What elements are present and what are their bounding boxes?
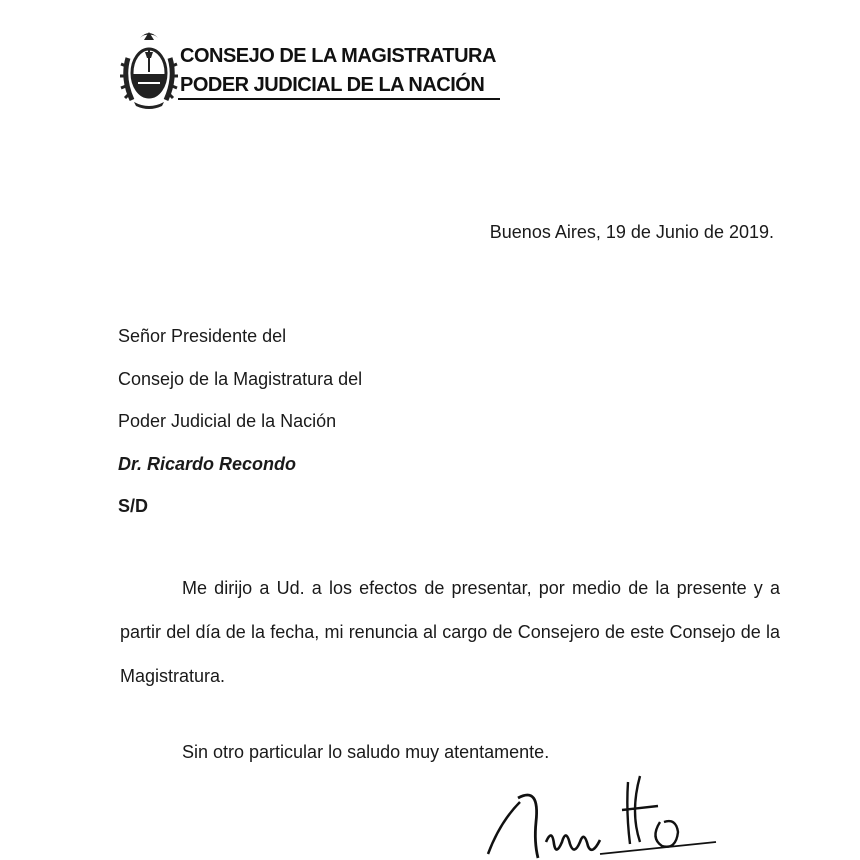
letterhead-rule xyxy=(178,98,500,100)
recipient-block xyxy=(118,315,362,528)
handwritten-signature-icon xyxy=(480,762,720,860)
recipient-name: Dr. Ricardo Recondo xyxy=(118,453,297,474)
recipient-line-title: Señor Presidente del xyxy=(118,326,287,346)
argentina-coat-of-arms-icon xyxy=(118,28,180,112)
recipient-line-judiciary: Poder Judicial de la Nación xyxy=(118,411,337,431)
closing-line: Sin otro particular lo saludo muy atentamente. xyxy=(182,742,550,762)
letterhead-title: CONSEJO DE LA MAGISTRATURA xyxy=(180,45,496,67)
recipient-sd: S/D xyxy=(118,496,149,516)
letterhead xyxy=(118,28,538,118)
letter-date: Buenos Aires, 19 de Junio de 2019. xyxy=(489,222,774,242)
recipient-line-council: Consejo de la Magistratura del xyxy=(118,368,363,389)
letterhead-subtitle: PODER JUDICIAL DE LA NACIÓN xyxy=(180,74,485,96)
body-paragraph: Me dirijo a Ud. a los efectos de presentar, por medio de la presente y a partir del día de la fecha, mi renuncia al cargo de Consejero de este Consejo de la Magistratura. xyxy=(120,578,780,686)
